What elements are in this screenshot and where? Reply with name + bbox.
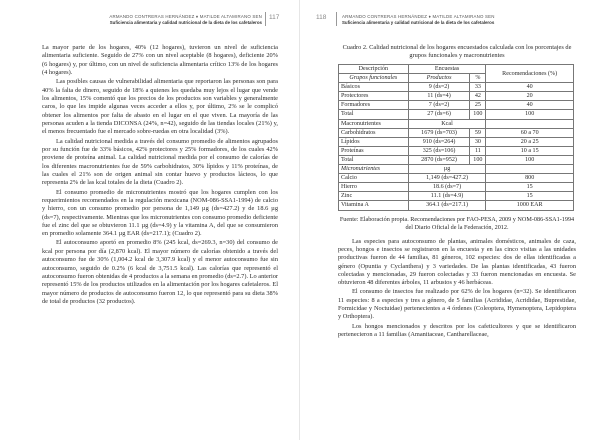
row-pct: 30 (470, 137, 486, 146)
header-subtitle: Suficiencia alimentaria y calidad nutricional de la dieta de los cafetaleros (109, 20, 262, 25)
section-header-micronutrientes: Micronutrientes (339, 165, 409, 174)
row-pct: 11 (470, 146, 486, 155)
table-source-note: Fuente: Elaboración propia. Recomendaciones por FAO-PESA, 2009 y NOM-086-SSA1-1994 del Diario Oficial de la Federación, 2012. (339, 215, 575, 231)
row-rec: 60 a 70 (486, 128, 574, 137)
row-value: 11.1 (ds=4.9) (408, 192, 486, 201)
row-rec: 15 (486, 192, 574, 201)
row-value: 325 (ds=106) (408, 146, 470, 155)
table-row (339, 183, 574, 192)
row-rec: 10 a 15 (486, 146, 574, 155)
table-row (339, 101, 574, 110)
unit-kcal: Kcal (408, 119, 486, 128)
row-rec: 100 (486, 155, 574, 164)
unit-ug: µg (408, 165, 486, 174)
right-page (300, 0, 600, 440)
row-label: Básicos (339, 83, 409, 92)
table-caption: Cuadro 2. Calidad nutricional de los hogares encuestados calculada con los porcentajes de grupos funcionales y macronutrientes (342, 44, 572, 59)
paragraph: Las especies para autoconsumo de plantas, animales domésticos, animales de caza, peces, hongos e insectos se registraron en la encuesta y en las cinco visitas a las unidades productivas fueron de 44 familias, 81 géneros, 102 especies: dos de ellas identificadas a género (Opuntia y Cyclanthera) y 3 variedades. De las plantas identificadas, 43 fueron colectadas y mencionadas, 29 fueron colectadas y 33 fueron mencionadas en encuesta. Se obtuvieron 48 diferentes árboles, 11 arbustos y 46 herbáceas. (338, 237, 576, 287)
right-running-header (342, 14, 495, 26)
header-authors: ARMANDO CONTRERAS HERNÁNDEZ ♦ MATILDE ALTAMIRANO SEN (342, 14, 495, 19)
table-row (339, 92, 574, 101)
paragraph: Los hongos mencionados y descritos por los cafeticultores y que se identificaron pertenecieron a 11 familias (Amanitaceae, Cantharellaceae, (338, 322, 576, 339)
right-body-text (338, 44, 576, 340)
row-value: 27 (ds=6) (408, 110, 470, 119)
row-pct: 33 (470, 83, 486, 92)
row-label: Formadores (339, 101, 409, 110)
row-rec: 100 (486, 110, 574, 119)
row-rec: 15 (486, 183, 574, 192)
paragraph: El consumo promedio de micronutrientes mostró que los hogares cumplen con los requerimientos recomendados en la regulación mexicana (NOM-086-SSA1-1994) de calcio y hierro, con un consumo promedio por persona de 1,149 µg (ds=427.2) y de 18.6 µg (ds=7), respectivamente. Mientras que los micronutrientes con consumo promedio deficiente fue el zinc del que se obtuvieron 11.1 µg (ds=4.9) y la vitamina A, del que se consumieron en promedio solamente 364.1 µg EAR (ds=217.1); (Cuadro 2). (42, 188, 278, 238)
nutrition-table (338, 64, 574, 211)
table-row (339, 128, 574, 137)
paragraph: El autoconsumo aportó en promedio 8% (245 kcal, ds=269.3, n=30) del consumo de kcal por persona por día (2,870 kcal). El mayor número de calorías obtenido a través del autoconsumo fue de 30% (1,004.2 kcal de 3,307.9 kcal) y el menor autoconsumo fue sin autoconsumo, seguido de 0.2% (6 kcal de 3,751.5 kcal). Las calorías que representó el autoconsumo fueron obtenidas de 4 productos a la semana en promedio (ds=2.7). Lo anterior representó 15% de los productos utilizados en la alimentación por los hogares cafetaleros. El mayor número de productos de autoconsumo fueron 12, lo que representó para su dieta 38% de total de productos (32 productos). (42, 239, 278, 305)
page-number: 117 (269, 14, 280, 21)
paragraph: La calidad nutricional medida a través del consumo promedio de alimentos agrupados por su función fue de 33% básicos, 42% protectores y 25% formadores, de los cuales 42% proviene de proteína animal. La calidad nutricional medida por el consumo de calorías de los diferentes macronutrientes fue de 59% carbohidratos, 30% lípidos y 11% proteínas, de las cuales el 21% son de origen animal sin contar huevo y productos lácteos, lo que representa 2% de las kcal totales de la dieta (Cuadro 2). (42, 137, 278, 187)
table-row (339, 137, 574, 146)
row-value: 7 (ds=2) (408, 101, 470, 110)
row-rec: 40 (486, 101, 574, 110)
row-value: 2870 (ds=952) (408, 155, 470, 164)
table-row (339, 201, 574, 210)
left-body-text (42, 44, 278, 307)
row-label: Proteínas (339, 146, 409, 155)
col-header-recomendaciones: Recomendaciones (%) (486, 65, 574, 83)
page-number: 118 (316, 14, 327, 21)
paragraph: Las posibles causas de vulnerabilidad alimentaria que reportaron las personas son para 40% la falta de dinero, seguido de 18% a quienes les quedaba muy lejos el lugar que vende los alimentos, 15% comentó que los precios de los productos son variables y generalmente caros, lo que les impide algunas veces acceder a ellos y, por último, 2% se le complicó obtener los alimentos por falta de abasto en el lugar en el que viven. La mayoría de las personas acuden a la tienda DICONSA (24%, n=42), seguido de las tiendas locales (21%) y, el menos frecuentado fue el mercado sobre-ruedas en otra localidad (3%). (42, 78, 278, 136)
section-header-macronutrientes: Macronutrientes (339, 119, 409, 128)
row-value: 9 (ds=2) (408, 83, 470, 92)
row-pct: 42 (470, 92, 486, 101)
header-divider (265, 12, 266, 26)
row-rec: 20 (486, 92, 574, 101)
row-pct: 25 (470, 101, 486, 110)
row-pct: 59 (470, 128, 486, 137)
row-value: 1,149 (ds=427.2) (408, 174, 486, 183)
row-pct: 100 (470, 110, 486, 119)
row-value: 1679 (ds=703) (408, 128, 470, 137)
col-header-descripcion: Descripción (339, 65, 409, 74)
row-label: Protectores (339, 92, 409, 101)
table-row (339, 174, 574, 183)
header-divider (336, 12, 337, 26)
paragraph: El consumo de insectos fue realizado por 62% de los hogares (n=32). Se identificaron 11 especies: 8 a especies y tres a género, de 5 familias (Acrididae, Acrididae, Buprestidae, Formicidae y Noctuidae) pertenecientes a 4 órdenes (Coleoptera, Hymenoptera, Lepidoptera y Orthoptera). (338, 288, 576, 321)
row-rec: 40 (486, 83, 574, 92)
row-rec: 800 (486, 174, 574, 183)
row-label: Lípidos (339, 137, 409, 146)
header-authors: ARMANDO CONTRERAS HERNÁNDEZ ♦ MATILDE ALTAMIRANO SEN (109, 14, 262, 19)
table-row (339, 192, 574, 201)
row-pct: 100 (470, 155, 486, 164)
sub-header-pct: % (470, 74, 486, 83)
row-label: Vitamina A (339, 201, 409, 210)
row-rec: 1000 EAR (486, 201, 574, 210)
row-rec: 20 a 25 (486, 137, 574, 146)
row-label: Total (339, 110, 409, 119)
row-value: 364.1 (ds=217.1) (408, 201, 486, 210)
row-value: 910 (ds=264) (408, 137, 470, 146)
table-row (339, 83, 574, 92)
table-row (339, 110, 574, 119)
table-row (339, 155, 574, 164)
col-header-encuestas: Encuestas (408, 65, 486, 74)
row-value: 18.6 (ds=7) (408, 183, 486, 192)
row-value: 11 (ds=4) (408, 92, 470, 101)
row-label: Hierro (339, 183, 409, 192)
paragraph: La mayor parte de los hogares, 40% (12 hogares), tuvieron un nivel de suficiencia alimentaria suficiente. Seguido de 27% con un nivel aceptable (8 hogares), deficiente 20% (6 hogares) y, por último, con un nivel de suficiencia alimentaria crítico 13% de los hogares (4 hogares). (42, 44, 278, 77)
header-subtitle: Suficiencia alimentaria y calidad nutricional de la dieta de los cafetaleros (342, 20, 495, 25)
left-running-header (109, 14, 262, 26)
row-label: Zinc (339, 192, 409, 201)
table-row (339, 146, 574, 155)
row-label: Carbohidratos (339, 128, 409, 137)
row-label: Total (339, 155, 409, 164)
row-label: Calcio (339, 174, 409, 183)
sub-header-grupos: Grupos funcionales (339, 74, 409, 83)
sub-header-productos: Productos (408, 74, 470, 83)
